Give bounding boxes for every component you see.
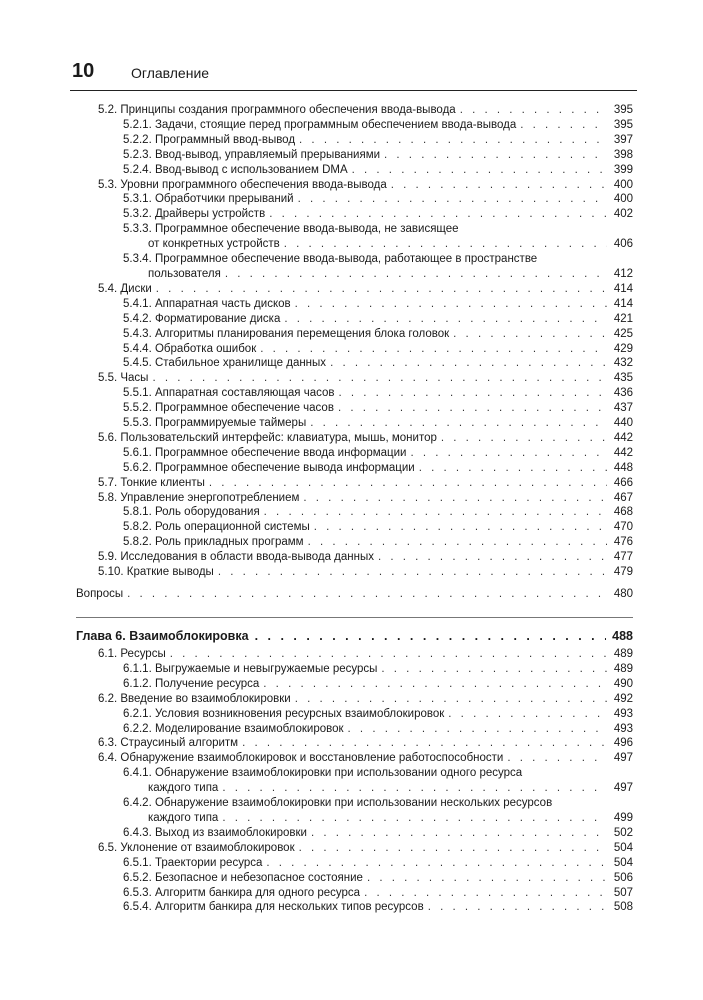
toc-entry-page: 425 xyxy=(613,327,633,340)
toc-entry-title: 5.5.3. Программируемые таймеры xyxy=(123,417,307,430)
toc-entry-page: 399 xyxy=(613,163,633,176)
toc-entry-page: 429 xyxy=(613,342,633,355)
page-number: 10 xyxy=(72,60,95,82)
toc-entry-page: 492 xyxy=(613,692,633,705)
toc-entry-page: 489 xyxy=(613,648,633,660)
toc-entry-title: 6.1.2. Получение ресурса xyxy=(123,677,260,690)
toc-entry-title: 6.5.4. Алгоритм банкира для нескольких типов ресурсов xyxy=(123,901,424,914)
toc-entry-page: 432 xyxy=(613,357,633,370)
toc-entry xyxy=(76,565,633,580)
toc-entry-title: 6.4. Обнаружение взаимоблокировок и восстановление работоспособности xyxy=(98,752,504,765)
toc-entry-title: 5.2. Принципы создания программного обеспечения ввода-вывода xyxy=(98,104,456,116)
toc-entry-page: 499 xyxy=(613,811,633,824)
toc-entry-page: 397 xyxy=(613,133,633,146)
leader-dots xyxy=(127,587,607,602)
leader-dots xyxy=(384,148,607,163)
toc-entry-page: 502 xyxy=(613,826,633,839)
toc-entry-title: 5.5. Часы xyxy=(98,372,149,385)
toc-entry-title: 6.3. Страусиный алгоритм xyxy=(98,737,239,750)
chapter-page: 488 xyxy=(612,629,633,643)
toc-entry-page: 414 xyxy=(613,282,633,295)
toc-chapter-6-section xyxy=(76,627,633,915)
toc-entry xyxy=(76,871,633,886)
leader-dots xyxy=(299,133,607,148)
leader-dots xyxy=(367,871,607,886)
toc-entry-title: 5.4.3. Алгоритмы планирования перемещения блока головок xyxy=(123,327,450,340)
toc-entry-title: 5.9. Исследования в области ввода-вывода данных xyxy=(98,551,374,564)
toc-entry-title: 6.4.3. Выход из взаимоблокировки xyxy=(123,826,307,839)
leader-dots xyxy=(284,237,607,252)
toc-entry-title: 6.5.3. Алгоритм банкира для одного ресурса xyxy=(123,886,361,899)
toc-entry xyxy=(76,386,633,401)
leader-dots xyxy=(453,327,607,342)
leader-dots xyxy=(419,461,607,476)
leader-dots xyxy=(284,312,607,327)
toc-entry-page: 414 xyxy=(613,297,633,310)
leader-dots xyxy=(269,207,607,222)
toc-entry-page: 507 xyxy=(613,886,633,899)
toc-entry-page: 496 xyxy=(613,737,633,750)
toc-entry-page: 504 xyxy=(613,856,633,869)
toc-entry-title: 5.3. Уровни программного обеспечения ввода-вывода xyxy=(98,178,387,191)
chapter-divider xyxy=(76,617,633,618)
toc-entry-title: 6.2.1. Условия возникновения ресурсных взаимоблокировок xyxy=(123,707,445,720)
toc-entry xyxy=(76,751,633,766)
leader-dots xyxy=(352,163,607,178)
leader-dots xyxy=(242,736,607,751)
toc-entry-title: Вопросы xyxy=(76,588,124,600)
toc-entry-page: 489 xyxy=(613,662,633,675)
leader-dots xyxy=(507,751,607,766)
toc-chapter-5-section xyxy=(76,103,633,602)
toc-entry-title: 5.6.2. Программное обеспечение вывода информации xyxy=(123,461,415,474)
toc-entry-page: 448 xyxy=(613,461,633,474)
toc-entry-title: 6.5.2. Безопасное и небезопасное состояние xyxy=(123,871,363,884)
toc-entry xyxy=(76,282,633,297)
leader-dots xyxy=(460,103,607,118)
leader-dots xyxy=(311,826,607,841)
toc-entry xyxy=(76,342,633,357)
toc-entry-title: 5.2.4. Ввод-вывод с использованием DMA xyxy=(123,163,348,176)
running-title: Оглавление xyxy=(131,65,210,81)
leader-dots xyxy=(378,550,607,565)
toc-entry-title: 6.1.1. Выгружаемые и невыгружаемые ресурсы xyxy=(123,662,378,675)
toc-entry-page: 497 xyxy=(613,752,633,765)
toc-entry xyxy=(76,461,633,476)
toc-entry-title: 5.2.3. Ввод-вывод, управляемый прерываниями xyxy=(123,148,381,161)
leader-dots xyxy=(225,267,607,282)
toc-entry xyxy=(76,491,633,506)
leader-dots xyxy=(295,297,607,312)
toc-entry-title: 6.4.1. Обнаружение взаимоблокировки при использовании одного ресурса xyxy=(123,767,523,780)
toc-entry-page: 479 xyxy=(613,566,633,579)
toc-entry-page: 436 xyxy=(613,387,633,400)
toc-entry xyxy=(76,327,633,342)
leader-dots xyxy=(255,627,607,645)
toc-entry-page: 480 xyxy=(613,588,633,600)
toc-entry-page: 504 xyxy=(613,841,633,854)
toc-entry-title-cont: пользователя xyxy=(148,267,221,280)
leader-dots xyxy=(209,476,607,491)
toc-entry xyxy=(76,692,633,707)
leader-dots xyxy=(381,662,607,677)
toc-entry xyxy=(76,222,633,252)
toc-entry xyxy=(76,416,633,431)
toc-entry-title: 5.4.2. Форматирование диска xyxy=(123,312,281,325)
toc-entry xyxy=(76,371,633,386)
toc-entry-title-cont: от конкретных устройств xyxy=(148,238,280,251)
toc-entry-title: 5.2.2. Программный ввод-вывод xyxy=(123,133,296,146)
toc-entry-page: 470 xyxy=(613,521,633,534)
toc-entry-page: 400 xyxy=(613,193,633,206)
toc-entry-title: 5.3.4. Программное обеспечение ввода-вывода, работающее в пространстве xyxy=(123,253,538,266)
leader-dots xyxy=(520,118,607,133)
toc-entry xyxy=(76,192,633,207)
leader-dots xyxy=(348,722,607,737)
toc-entry xyxy=(76,796,633,826)
toc-entry-title: 6.4.2. Обнаружение взаимоблокировки при использовании нескольких ресурсов xyxy=(123,797,553,810)
toc-entry-title: 5.6.1. Программное обеспечение ввода информации xyxy=(123,446,407,459)
toc-entry xyxy=(76,252,633,282)
toc-entry-title: 5.3.3. Программное обеспечение ввода-вывода, не зависящее xyxy=(123,223,459,236)
toc-entry-page: 395 xyxy=(613,118,633,131)
toc-entry-page: 442 xyxy=(613,431,633,444)
toc-entry-title: 5.5.2. Программное обеспечение часов xyxy=(123,402,334,415)
leader-dots xyxy=(170,647,607,662)
toc-entry-title: 5.4.1. Аппаратная часть дисков xyxy=(123,297,291,310)
leader-dots xyxy=(303,491,607,506)
leader-dots xyxy=(364,886,607,901)
toc-entry-title: 5.8.2. Роль операционной системы xyxy=(123,521,310,534)
toc-entry xyxy=(76,446,633,461)
toc-entry-title: 5.4. Диски xyxy=(98,282,152,295)
toc-entry xyxy=(76,662,633,677)
toc-entry-page: 477 xyxy=(613,551,633,564)
toc-entry-title: 5.4.5. Стабильное хранилище данных xyxy=(123,357,327,370)
leader-dots xyxy=(330,356,607,371)
toc-entry xyxy=(76,856,633,871)
toc-entry xyxy=(76,707,633,722)
toc-entry xyxy=(76,841,633,856)
leader-dots xyxy=(428,900,607,915)
chapter-title: Глава 6. Взаимоблокировка xyxy=(76,629,249,643)
toc-entry-title: 5.4.4. Обработка ошибок xyxy=(123,342,257,355)
toc-entry-title: 5.5.1. Аппаратная составляющая часов xyxy=(123,387,335,400)
toc-entry-page: 467 xyxy=(613,491,633,504)
toc-entry xyxy=(76,476,633,491)
toc-entry-title: 6.1. Ресурсы xyxy=(98,648,166,660)
toc-entry-page: 490 xyxy=(613,677,633,690)
toc-entry-page: 435 xyxy=(613,372,633,385)
toc-entry-title: 5.8.1. Роль оборудования xyxy=(123,506,260,519)
toc-entry-page: 437 xyxy=(613,402,633,415)
toc-entry-page: 493 xyxy=(613,722,633,735)
toc-entry-page: 412 xyxy=(613,267,633,280)
toc-entry xyxy=(76,207,633,222)
toc-entry xyxy=(76,103,633,118)
leader-dots xyxy=(263,677,607,692)
toc-entry-page: 421 xyxy=(613,312,633,325)
toc-entry-page: 493 xyxy=(613,707,633,720)
toc-entry xyxy=(76,312,633,327)
toc-entry xyxy=(76,766,633,796)
toc-chapter-heading xyxy=(76,627,633,645)
toc-entry xyxy=(76,647,633,662)
toc-entry xyxy=(76,550,633,565)
toc-entry xyxy=(76,431,633,446)
toc-entry-title: 5.6. Пользовательский интерфейс: клавиатура, мышь, монитор xyxy=(98,431,437,444)
toc-entry-page: 476 xyxy=(613,536,633,549)
leader-dots xyxy=(410,446,607,461)
leader-dots xyxy=(314,520,607,535)
toc-entry xyxy=(76,505,633,520)
toc-entry xyxy=(76,118,633,133)
leader-dots xyxy=(264,505,607,520)
toc-entry-title: 5.8. Управление энергопотреблением xyxy=(98,491,300,504)
toc-entry-title: 6.2. Введение во взаимоблокировки xyxy=(98,692,291,705)
leader-dots xyxy=(338,386,607,401)
toc-entry-page: 398 xyxy=(613,148,633,161)
toc-entry xyxy=(76,133,633,148)
toc-entry-title: 5.3.2. Драйверы устройств xyxy=(123,208,266,221)
toc-entry xyxy=(76,736,633,751)
toc-entry-title: 5.10. Краткие выводы xyxy=(98,566,214,579)
leader-dots xyxy=(222,811,607,826)
toc-entry xyxy=(76,356,633,371)
toc-entry xyxy=(76,722,633,737)
toc-entry-title: 5.7. Тонкие клиенты xyxy=(98,476,205,489)
toc-entry-title: 6.5. Уклонение от взаимоблокировок xyxy=(98,841,295,854)
toc-entry xyxy=(76,886,633,901)
leader-dots xyxy=(222,781,607,796)
leader-dots xyxy=(441,431,607,446)
leader-dots xyxy=(299,841,607,856)
toc-entry xyxy=(76,520,633,535)
leader-dots xyxy=(218,565,607,580)
toc-entry-title-cont: каждого типа xyxy=(148,811,219,824)
toc-entry xyxy=(76,297,633,312)
toc-entry xyxy=(76,401,633,416)
leader-dots xyxy=(338,401,607,416)
leader-dots xyxy=(266,856,607,871)
toc-entry-page: 442 xyxy=(613,446,633,459)
toc-entry-title: 5.2.1. Задачи, стоящие перед программным обеспечением ввода-вывода xyxy=(123,118,517,131)
toc-entry-title: 6.5.1. Траектории ресурса xyxy=(123,856,263,869)
toc-entry-page: 395 xyxy=(613,104,633,116)
toc-entry-page: 402 xyxy=(613,208,633,221)
toc-entry-page: 406 xyxy=(613,238,633,251)
toc-entry-page: 468 xyxy=(613,506,633,519)
leader-dots xyxy=(391,178,607,193)
leader-dots xyxy=(260,342,607,357)
toc-entry-title-cont: каждого типа xyxy=(148,782,219,795)
toc-entry xyxy=(76,178,633,193)
toc-entry-title: 5.8.2. Роль прикладных программ xyxy=(123,536,304,549)
toc-entry xyxy=(76,900,633,915)
toc-entry xyxy=(76,535,633,550)
leader-dots xyxy=(310,416,607,431)
toc-entry-title: 6.2.2. Моделирование взаимоблокировок xyxy=(123,722,344,735)
leader-dots xyxy=(448,707,607,722)
toc-entry xyxy=(76,826,633,841)
toc-entry-page: 508 xyxy=(613,901,633,914)
toc-entry xyxy=(76,587,633,602)
leader-dots xyxy=(308,535,607,550)
toc-entry-page: 466 xyxy=(613,476,633,489)
toc-entry-page: 506 xyxy=(613,871,633,884)
leader-dots xyxy=(152,371,607,386)
toc-entry-page: 440 xyxy=(613,417,633,430)
toc-entry-page: 497 xyxy=(613,782,633,795)
leader-dots xyxy=(156,282,607,297)
page-header xyxy=(70,58,637,91)
toc-entry xyxy=(76,163,633,178)
toc-entry-page: 400 xyxy=(613,178,633,191)
toc-entry xyxy=(76,148,633,163)
leader-dots xyxy=(298,192,607,207)
toc-entry-title: 5.3.1. Обработчики прерываний xyxy=(123,193,294,206)
toc-entry xyxy=(76,677,633,692)
leader-dots xyxy=(295,692,607,707)
